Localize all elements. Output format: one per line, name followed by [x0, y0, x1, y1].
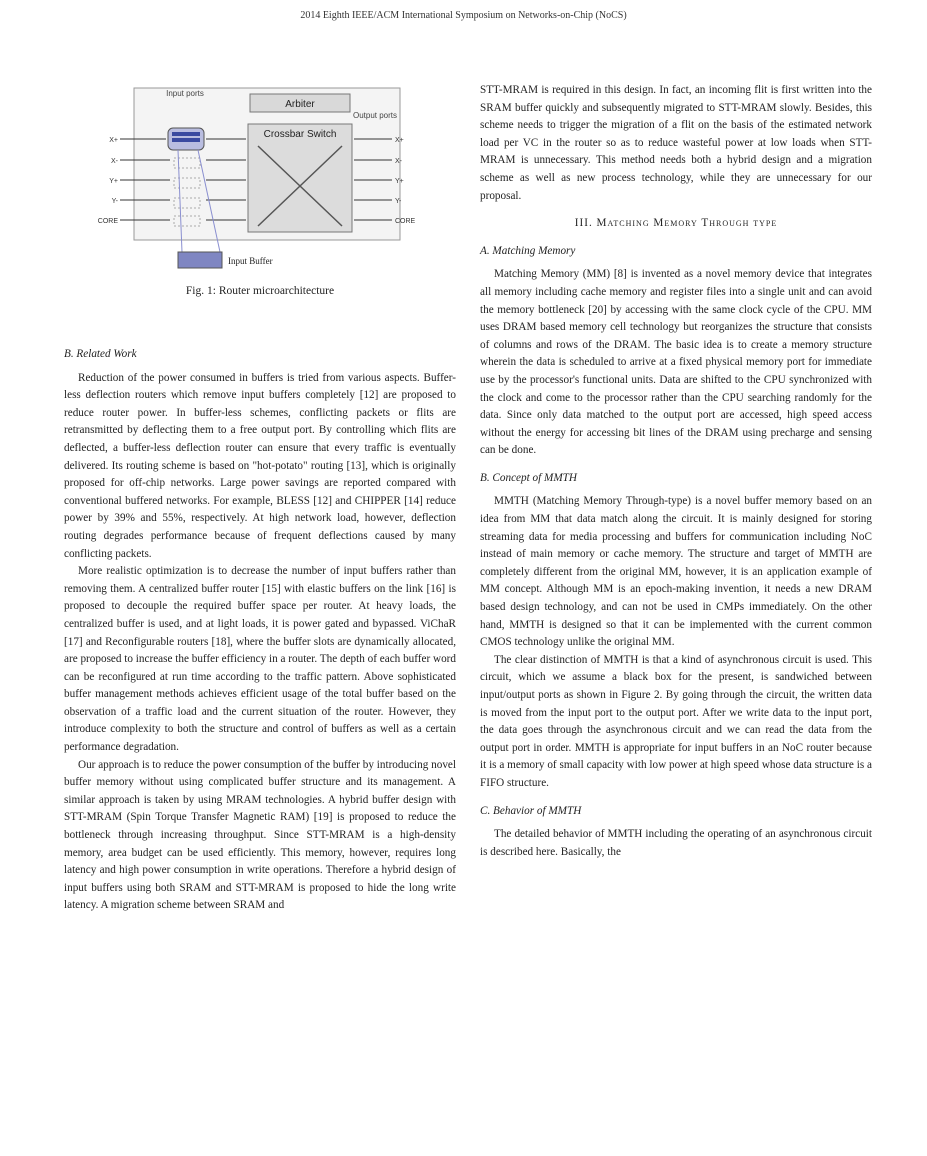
buffer-slot-2: [172, 138, 200, 142]
arbiter-label: Arbiter: [285, 99, 315, 110]
left-port-label: X-: [111, 158, 118, 165]
left-column: [64, 336, 456, 915]
section-title: III. Matching Memory Through type: [574, 217, 778, 230]
section-title: C. Behavior of MMTH: [480, 804, 582, 817]
paragraph: STT-MRAM is required in this design. In fact, an incoming flit is first written into the SRAM buffer quickly and subsequently migrated to STT-MRAM slowly. Besides, this scheme needs to trigger the migration of a flit on the basis of the estimated network load per VC in the router so as to reduce wasteful power at low loads when STT-MRAM is unnecessary. This method needs both a hybrid design and a migration scheme as well as new process technology, while they are unnecessary for our proposal.: [480, 84, 872, 202]
left-port-label: Y-: [111, 198, 118, 205]
figure-caption: Fig. 1: Router microarchitecture: [185, 285, 335, 297]
right-port-label: CORE: [395, 218, 416, 225]
paragraph: Matching Memory (MM) [8] is invented as a novel memory device that integrates all memory including cache memory and register files into a single unit and can avoid the memory bottleneck [20] by accessing with the same clock cycle of the CPU. MM uses DRAM based memory cell technology but reorganizes the structure that consists of columns and rows of the DRAM. The basic idea is to create a memory structure wherein the data is scheduled to arrive at a fixed physical memory port for immediate use by the processor's functional units. Data are shifted to the CPU synchronized with the clock and come to the processor rather than the CPU searching randomly for the data. Since only data matched to the output port are accessed, high speed access without the energy for accessing bit lines of the DRAM using precharge and sensing can be done.: [480, 268, 872, 457]
right-port-label: Y-: [395, 198, 402, 205]
paragraph: More realistic optimization is to decrease the number of input buffers rather than removing them. A centralized buffer router [15] with elastic buffers on the link [16] is proposed to decouple the required buffer space per router. At heavy loads, the centralized buffer is used, and at light loads, it is power gated and bypassed. ViChaR [17] and Reconfigurable routers [18], where the buffer slots are dynamically allocated, are proposed to increase the buffer efficiency in a router. The depth of each buffer word can be reconfigured at run time according to the traffic pattern. Above sophisticated buffer management methods achieves efficient usage of the total buffer based on the observation of a traffic load and the current situation of the router. However, they introduce complexity to both the structure and control of buffers as well as a certain performance degradation.: [64, 565, 456, 754]
section-title: B. Related Work: [64, 348, 137, 360]
right-port-label: X+: [395, 137, 404, 144]
left-port-label: Y+: [109, 178, 118, 185]
output-ports-label: Output ports: [352, 111, 398, 120]
paragraph: The detailed behavior of MMTH including the operating of an asynchronous circuit is described here. Basically, the: [480, 828, 872, 858]
page-header: 2014 Eighth IEEE/ACM International Symposium on Networks-on-Chip (NoCS): [300, 10, 627, 21]
section-title: B. Concept of MMTH: [480, 471, 577, 484]
right-column: [480, 82, 872, 861]
paragraph: Our approach is to reduce the power consumption of the buffer by introducing novel buffer memory without using complicated buffer structure and its management. A similar approach is taken by using MRAM technologies. A hybrid buffer design with STT-MRAM (Spin Torque Transfer Magnetic RAM) [19] is proposed to reduce the bottleneck through increasing throughput. Since STT-MRAM is a high-density memory, area budget can be used efficiently. This memory, however, requires long latency and high power consumption in write operations. Therefore a hybrid design of input buffers using both SRAM and STT-MRAM is proposed to hide the long write latency. A migration scheme between SRAM and: [64, 758, 456, 912]
input-ports-label: Input ports: [166, 89, 204, 98]
right-port-label: X-: [395, 158, 402, 165]
left-port-label: CORE: [97, 218, 118, 225]
right-port-label: Y+: [395, 178, 404, 185]
section-title: A. Matching Memory: [480, 244, 576, 257]
paragraph: Reduction of the power consumed in buffers is tried from various aspects. Buffer-less deflection routers which remove input buffers completely [12] are proposed to reduce router power. In buffer-less schemes, conflicting packets or flits are retransmitted by deflecting them to a free output port. By controlling which flits are deflected, a buffer-less deflection router can ensure that every traffic is eventually delivered. Its routing scheme is based on "hot-potato" routing [13], which is originally proposed for off-chip networks. Large power savings are reported compared with conventional buffered networks. For example, BLESS [12] and CHIPPER [14] reduce power by 39% and 55%, respectively. At high network load, however, deflection routing degrades performance because of frequent deflections caused by many conflicting packets.: [64, 371, 456, 560]
input-buffer-legend-swatch: [178, 252, 222, 268]
paragraph: MMTH (Matching Memory Through-type) is a novel buffer memory based on an idea from MM that data match along the circuit. It is mainly designed for storing streaming data for media processing and buffers for communication including NoC instead of main memory or cache memory. The structure and target of MMTH are completely different from the original MM, however, it is an application example of MM concept. Although MM is an epoch-making invention, it needs a new DRAM based design technology, and can not be used in CMPs immediately. On the other hand, MMTH is designed so that it can be implemented with the current common CMOS technology unlike the original MM.: [480, 495, 872, 649]
router-figure: [90, 82, 416, 297]
left-port-label: X+: [109, 137, 118, 144]
paragraph: The clear distinction of MMTH is that a kind of asynchronous circuit is used. This circuit, which we assume a black box for the present, is sandwiched between input/output ports as shown in Figure 2. By going through the circuit, the written data is moved from the input port to the output port. After we write data to the input port, the data goes through the asynchronous circuit and we can read the data from the output port in order. MMTH is appropriate for input buffers in an NoC router because it is a memory of small capacity with low power at high speed whose data structure is a FIFO structure.: [480, 653, 872, 789]
router-diagram: [90, 82, 416, 297]
crossbar-label: Crossbar Switch: [263, 129, 337, 140]
buffer-slot-1: [172, 132, 200, 136]
input-buffer-legend-label: Input Buffer: [228, 256, 273, 266]
crossbar-box: [248, 124, 352, 232]
